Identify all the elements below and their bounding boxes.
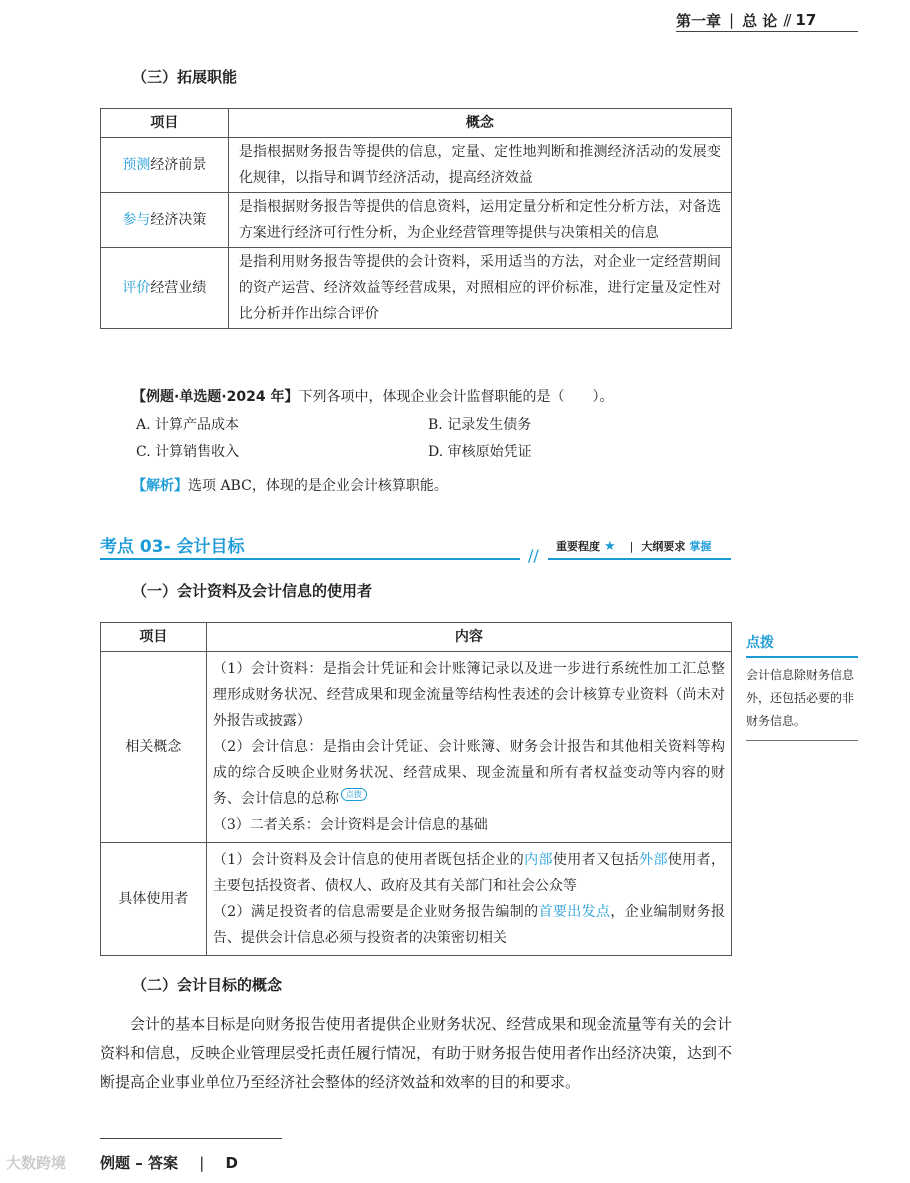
meta-divider: | bbox=[629, 539, 634, 553]
content-text: （1）会计资料及会计信息的使用者既包括企业的 bbox=[212, 852, 525, 868]
option-a: A. 计算产品成本 bbox=[136, 417, 240, 433]
footer-divider: | bbox=[199, 1154, 205, 1172]
content-line: （3）二者关系：会计资料是会计信息的基础 bbox=[212, 817, 488, 833]
content-line: （1）会计资料：是指会计凭证和会计账簿记录以及进一步进行系统性加工汇总整理形成财务状况、经营成果和现金流量等结构性表述的会计核算专业资料（尚未对外报告或披露） bbox=[212, 661, 725, 729]
row-content bbox=[206, 652, 731, 843]
key-highlight: 参与 bbox=[122, 212, 151, 228]
option-b: B. 记录发生债务 bbox=[428, 417, 532, 433]
table-row bbox=[101, 843, 732, 956]
key-highlight: 评价 bbox=[122, 280, 151, 296]
content-text: ，企业编制财务报告、提供会计信息必须与投资者的决策密切相关 bbox=[212, 904, 726, 946]
content-line bbox=[213, 847, 725, 899]
analysis-text: 选项 ABC，体现的是企业会计核算职能。 bbox=[188, 478, 448, 494]
table-header-row bbox=[101, 109, 732, 138]
row-text: 是指根据财务报告等提供的信息资料，运用定量分析和定性分析方法，对备选方案进行经济可行性分析，为企业经营管理等提供与决策相关的信息 bbox=[228, 193, 731, 248]
content-text: （2）满足投资者的信息需要是企业财务报告编制的 bbox=[212, 904, 539, 920]
footer-rule bbox=[100, 1138, 282, 1139]
content-line bbox=[213, 899, 725, 951]
section-heading-users: （一）会计资料及会计信息的使用者 bbox=[132, 582, 373, 600]
row-key bbox=[101, 193, 229, 248]
example-question bbox=[132, 384, 742, 410]
row-key bbox=[101, 138, 229, 193]
row-key bbox=[101, 248, 229, 329]
header-slash-icon: // bbox=[783, 11, 790, 29]
section-heading-extended-functions: （三）拓展职能 bbox=[132, 68, 238, 86]
content-text: 使用者又包括 bbox=[552, 852, 640, 868]
row-key: 相关概念 bbox=[101, 652, 207, 843]
row-content bbox=[206, 843, 731, 956]
table-row bbox=[101, 248, 732, 329]
point-title: 考点 03- 会计目标 bbox=[100, 537, 245, 557]
row-text: 是指根据财务报告等提供的信息，定量、定性地判断和推测经济活动的发展变化规律，以指导和调节经济活动，提高经济效益 bbox=[228, 138, 731, 193]
footer-answer bbox=[100, 1152, 238, 1173]
users-table bbox=[100, 622, 732, 956]
footer-answer-value: D bbox=[225, 1154, 238, 1172]
header-cell-content: 内容 bbox=[206, 623, 731, 652]
option-c: C. 计算销售收入 bbox=[136, 444, 240, 460]
header-cell-concept: 概念 bbox=[228, 109, 731, 138]
tip-badge: 点拨 bbox=[341, 788, 367, 801]
side-note-bottom-rule bbox=[746, 740, 858, 741]
page-number: 17 bbox=[795, 11, 817, 29]
row-text: 是指利用财务报告等提供的会计资料，采用适当的方法，对企业一定经营期间的资产运营、经济效益等经营成果，对照相应的评价标准，进行定量及定性对比分析并作出综合评价 bbox=[228, 248, 731, 329]
header-separator: | bbox=[729, 11, 735, 29]
side-note-title: 点拨 bbox=[746, 635, 774, 651]
key-rest: 经济决策 bbox=[150, 212, 207, 228]
content-text: （2）会计信息：是指由会计凭证、会计账簿、财务会计报告和其他相关资料等构成的综合反映企业财务状况、经营成果、现金流量和所有者权益变动等内容的财务、会计信息的总称 bbox=[212, 739, 725, 807]
star-icon: ★ bbox=[604, 538, 616, 554]
table-row bbox=[101, 652, 732, 843]
point-meta-rule bbox=[548, 558, 731, 560]
header-rule bbox=[676, 31, 858, 32]
content-line bbox=[213, 734, 725, 812]
header-cell-item: 项目 bbox=[101, 109, 229, 138]
analysis bbox=[132, 473, 448, 499]
table-row bbox=[101, 193, 732, 248]
highlight-text: 内部 bbox=[524, 852, 553, 868]
table-row bbox=[101, 138, 732, 193]
chapter-label: 第一章 bbox=[676, 11, 722, 30]
example-stem: 下列各项中，体现企业会计监督职能的是（ ）。 bbox=[298, 389, 614, 405]
option-d: D. 审核原始凭证 bbox=[428, 444, 532, 460]
outline-value: 掌握 bbox=[689, 540, 712, 553]
importance-label: 重要程度 bbox=[556, 540, 600, 553]
side-note-text: 会计信息除财务信息外，还包括必要的非财务信息。 bbox=[746, 668, 855, 728]
key-highlight: 预测 bbox=[122, 157, 151, 173]
example-label: 【例题·单选题·2024 年】 bbox=[132, 389, 299, 405]
chapter-title: 总 论 bbox=[742, 11, 778, 30]
outline-label: 大纲要求 bbox=[641, 540, 686, 553]
content-text: 使用者，主要包括投资者、债权人、政府及其有关部门和社会公众等 bbox=[212, 852, 726, 894]
side-note-rule bbox=[746, 656, 858, 658]
running-header bbox=[676, 8, 816, 32]
row-key: 具体使用者 bbox=[101, 843, 207, 956]
point-title-rule bbox=[100, 558, 520, 560]
key-rest: 经济前景 bbox=[150, 157, 207, 173]
header-cell-item: 项目 bbox=[101, 623, 207, 652]
footer-label: 例题 – 答案 bbox=[100, 1154, 178, 1172]
analysis-label: 【解析】 bbox=[132, 478, 188, 494]
highlight-text: 外部 bbox=[639, 852, 668, 868]
extended-functions-table bbox=[100, 108, 732, 329]
highlight-text: 首要出发点 bbox=[538, 904, 611, 920]
key-rest: 经营业绩 bbox=[150, 280, 207, 296]
watermark-logo: 大数跨境 bbox=[6, 1154, 67, 1172]
table-header-row bbox=[101, 623, 732, 652]
point-slash-icon: // bbox=[528, 546, 539, 565]
section-heading-objective: （二）会计目标的概念 bbox=[132, 976, 283, 994]
point-meta bbox=[556, 538, 711, 554]
objective-paragraph: 会计的基本目标是向财务报告使用者提供企业财务状况、经营成果和现金流量等有关的会计资料和信息，反映企业管理层受托责任履行情况，有助于财务报告使用者作出经济决策，达到不断提高企业事业单位乃至经济社会整体的经济效益和效率的目的和要求。 bbox=[100, 1015, 732, 1091]
